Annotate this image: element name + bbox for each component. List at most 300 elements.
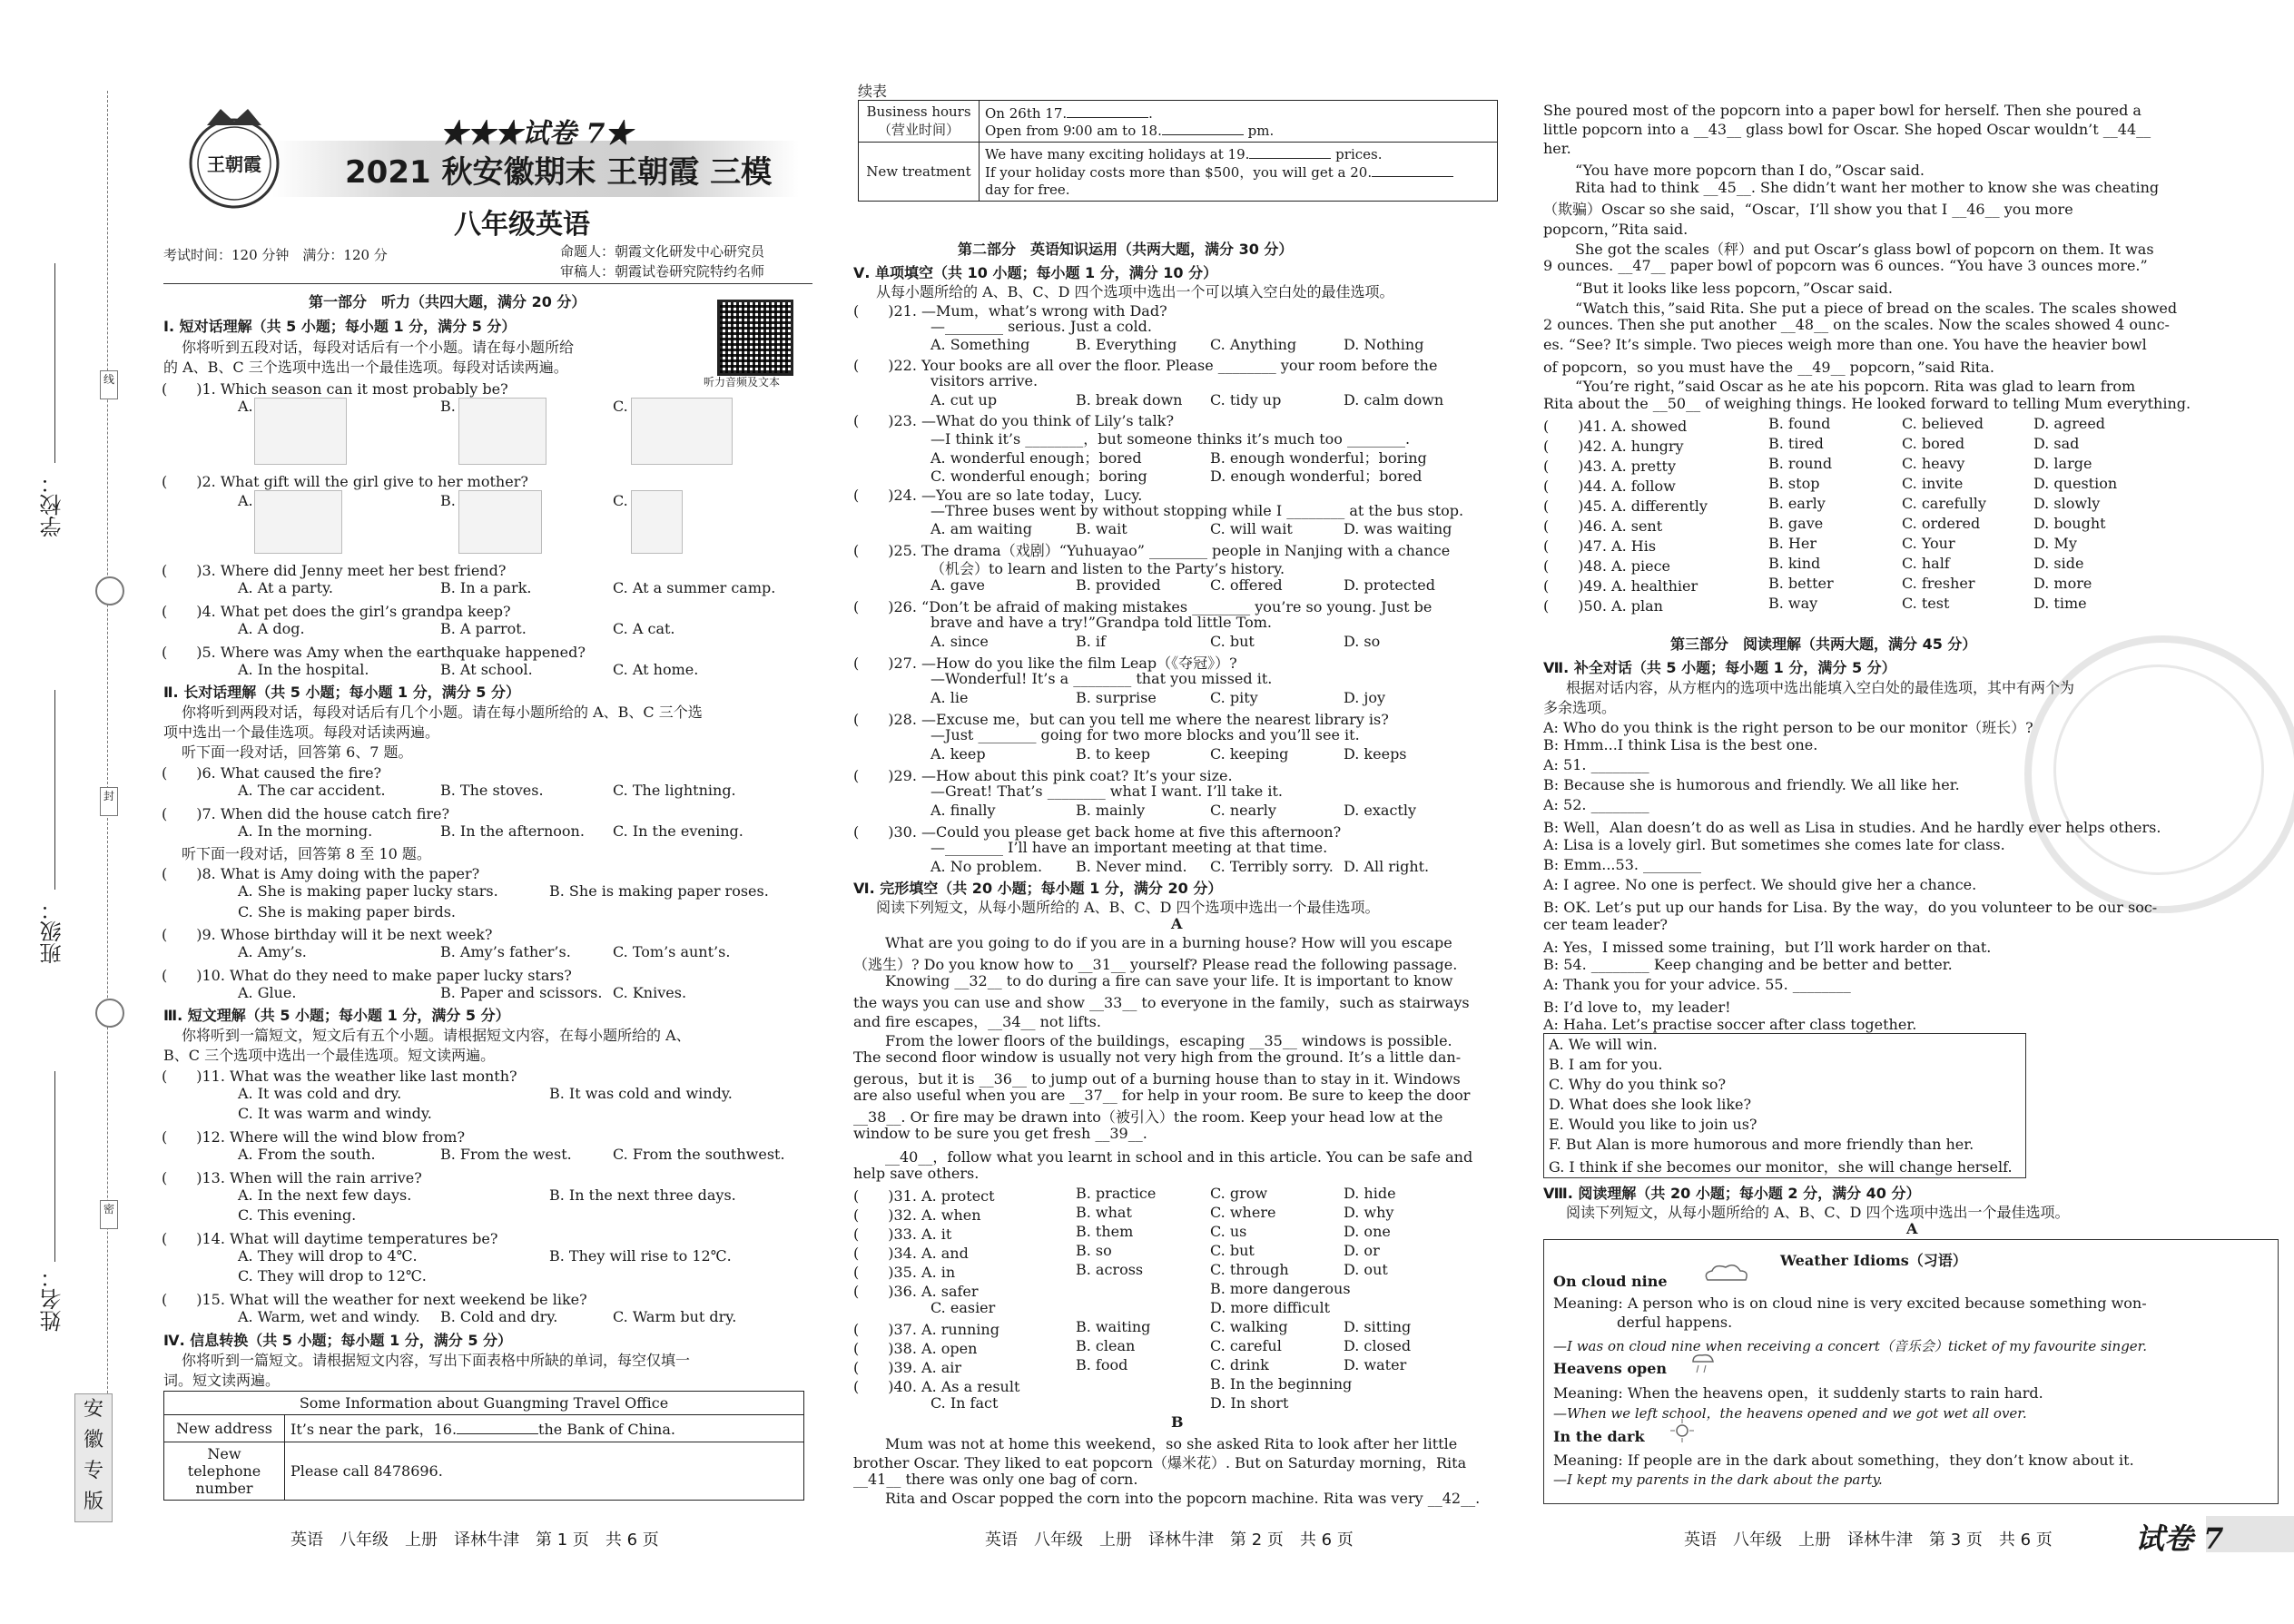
cloze-46: ( )46. A. sent xyxy=(1543,517,1663,535)
question-26: ( )26. “Don’t be afraid of making mistakes ________ you’re so young. Just be xyxy=(853,598,1433,615)
table-cell: New treatment xyxy=(859,143,980,202)
passage-line: 2 ounces. Then she put another __48__ on the scales. Now the scales showed 4 ounc- xyxy=(1543,316,2170,333)
option-a: A. xyxy=(238,398,253,415)
option-c: C. grow xyxy=(1210,1185,1268,1202)
option-c: C. will wait xyxy=(1210,520,1293,537)
idiom-meaning: derful happens. xyxy=(1617,1314,1733,1331)
option-a: A. In the hospital. xyxy=(238,661,369,678)
seal-xian: 线 xyxy=(100,370,118,399)
anhui-char: 版 xyxy=(83,1491,103,1513)
question-15: ( )15. What will the weather for next weekend be like? xyxy=(162,1291,587,1308)
question-29: ( )29. —How about this pink coat? It’s your size. xyxy=(853,767,1233,784)
cloze-45: ( )45. A. differently xyxy=(1543,497,1708,515)
section-5-title: Ⅴ. 单项填空（共 10 小题；每小题 1 分，满分 10 分） xyxy=(853,264,1218,281)
question-27: ( )27. —How do you like the film Leap（《夺冠》）? xyxy=(853,655,1237,672)
dialogue-line: A: Lisa is a lovely girl. But sometimes she comes late for class. xyxy=(1543,836,2005,853)
option-a: A. She is making paper lucky stars. xyxy=(238,882,498,900)
option-b: B. Everything xyxy=(1076,336,1177,353)
option-b: B. The stoves. xyxy=(440,782,544,799)
option-c: C. ordered xyxy=(1902,515,1981,532)
binding-margin xyxy=(0,0,154,1624)
option-item: E. Would you like to join us? xyxy=(1549,1116,1757,1133)
option-c: C. offered xyxy=(1210,576,1283,594)
cloze-42: ( )42. A. hungry xyxy=(1543,438,1684,455)
option-b: B. Paper and scissors. xyxy=(440,984,603,1001)
table-cell xyxy=(980,101,1498,143)
idiom-meaning: Meaning: If people are in the dark about something，they don’t know about it. xyxy=(1553,1452,2134,1469)
passage-line: are also useful when you are __37__ for help in your room. Be sure to keep the door xyxy=(853,1087,1471,1104)
option-c: C. keeping xyxy=(1210,745,1289,763)
page-footer: 英语 八年级 上册 译林牛津 第 1 页 共 6 页 xyxy=(290,1530,659,1550)
cloze-36: ( )36. A. safer xyxy=(853,1283,979,1300)
option-b: B. early xyxy=(1768,495,1826,512)
section-3-desc: B、C 三个选项中选出一个最佳选项。短文读两遍。 xyxy=(163,1047,496,1064)
section-3-title: Ⅲ. 短文理解（共 5 小题；每小题 1 分，满分 5 分） xyxy=(163,1007,510,1024)
option-c: C. carefully xyxy=(1902,495,1986,512)
question-9: ( )9. Whose birthday will it be next week? xyxy=(162,926,493,943)
option-b: B. round xyxy=(1768,455,1833,472)
divider xyxy=(163,283,812,284)
rain-icon xyxy=(1689,1351,1717,1376)
option-c: C. xyxy=(613,492,628,509)
passage-line: of popcorn，so you must have the __49__ popcorn，”said Rita. xyxy=(1543,359,1994,376)
cloze-40: ( )40. A. As a result xyxy=(853,1378,1020,1395)
option-b: B. xyxy=(440,492,456,509)
option-d: D. large xyxy=(2033,455,2092,472)
option-b: B. what xyxy=(1076,1204,1132,1221)
question-24-line: —Three buses went by without stopping while I ________ at the bus stop. xyxy=(930,502,1464,519)
question-7: ( )7. When did the house catch fire? xyxy=(162,805,450,822)
table-cell: Business hours（营业时间） xyxy=(859,101,980,143)
question-22: ( )22. Your books are all over the floor. Please ________ your room before the xyxy=(853,357,1438,374)
cloze-49: ( )49. A. healthier xyxy=(1543,577,1698,595)
blank-16[interactable] xyxy=(457,1421,538,1434)
passage-line: （逃生）? Do you know how to __31__ yourself? Please read the following passage. xyxy=(853,956,1458,973)
idiom-example: —When we left school，the heavens opened and we got wet all over. xyxy=(1553,1405,2027,1422)
table-cell: New telephone number xyxy=(164,1442,285,1501)
exam-title: 2021 秋安徽期末 王朝霞 三模 xyxy=(345,154,773,191)
question-28: ( )28. —Excuse me，but can you tell me where the nearest library is? xyxy=(853,711,1389,728)
option-a: A. am waiting xyxy=(930,520,1032,537)
option-c: C. careful xyxy=(1210,1337,1282,1354)
option-item: G. I think if she becomes our monitor，she will change herself. xyxy=(1549,1158,2013,1176)
info-table-continued xyxy=(858,100,1498,202)
passage-line: What are you going to do if you are in a burning house? How will you escape xyxy=(885,934,1452,951)
dialogue-line: A: Haha. Let’s practise soccer after class together. xyxy=(1543,1016,1917,1033)
dialogue-line: B: Well，Alan doesn’t do as well as Lisa in studies. And he hardly ever helps others. xyxy=(1543,819,2161,836)
option-a: A. They will drop to 4℃. xyxy=(238,1247,418,1265)
passage-line: “You’re right，”said Oscar as he ate his popcorn. Rita was glad to learn from xyxy=(1575,378,2136,395)
passage-line: window to be sure you get fresh __39__. xyxy=(853,1125,1147,1142)
question-3: ( )3. Where did Jenny meet her best friend? xyxy=(162,562,507,579)
option-d: D. calm down xyxy=(1344,391,1444,408)
dialogue-line: A: Who do you think is the right person to be our monitor（班长）? xyxy=(1543,719,2033,736)
cell-text: We have many exciting holidays at 19. xyxy=(985,146,1250,162)
option-c: C. Warm but dry. xyxy=(613,1308,737,1325)
option-c: C. believed xyxy=(1902,415,1984,432)
question-30: ( )30. —Could you please get back home at five this afternoon? xyxy=(853,823,1342,841)
passage-line: Rita had to think __45__. She didn’t want her mother to know she was cheating xyxy=(1575,179,2160,196)
passage-line: “But it looks like less popcorn，”Oscar said. xyxy=(1575,280,1893,297)
school-field[interactable] xyxy=(54,263,55,463)
binding-hole-icon xyxy=(95,999,124,1028)
dialogue-line: cer team leader? xyxy=(1543,916,1668,933)
option-d: D. enough wonderful；bored xyxy=(1210,468,1423,485)
anhui-edition-badge xyxy=(74,1393,113,1522)
cloze-47: ( )47. A. His xyxy=(1543,537,1657,555)
option-b: B. wait xyxy=(1076,520,1127,537)
option-c: C. but xyxy=(1210,633,1255,650)
passage-line: From the lower floors of the buildings，escaping __35__ windows is possible. xyxy=(885,1032,1452,1049)
option-c: C. Anything xyxy=(1210,336,1297,353)
section-1-desc: 你将听到五段对话，每段对话后有一个小题。请在每小题所给 xyxy=(182,339,575,356)
name-field[interactable] xyxy=(54,1071,55,1262)
paper-number-tag: ★★★试卷 7★ xyxy=(440,118,633,150)
idiom-example: —I was on cloud nine when receiving a concert（音乐会）ticket of my favourite singer. xyxy=(1553,1338,2147,1354)
question-30-line: —________ I’ll have an important meeting at that time. xyxy=(930,839,1328,856)
option-c: C. It was warm and windy. xyxy=(238,1105,432,1122)
passage-line: __40__，follow what you learnt in school and in this article. You can be safe and xyxy=(885,1148,1473,1166)
question-24: ( )24. —You are so late today，Lucy. xyxy=(853,487,1143,504)
question-28-line: —Just ________ going for two more blocks and you’ll see it. xyxy=(930,726,1360,743)
cell-text: the Bank of China. xyxy=(538,1421,675,1438)
part-2-title: 第二部分 英语知识运用（共两大题，满分 30 分） xyxy=(958,241,1294,258)
option-b: B. so xyxy=(1076,1242,1112,1259)
cloze-33: ( )33. A. it xyxy=(853,1225,952,1243)
section-1-desc: 的 A、B、C 三个选项中选出一个最佳选项。每段对话读两遍。 xyxy=(163,359,568,376)
option-c: C. From the southwest. xyxy=(613,1146,785,1163)
option-b: B. food xyxy=(1076,1356,1128,1373)
table-cell: Please call 8478696. xyxy=(285,1442,804,1501)
option-b: B. practice xyxy=(1076,1185,1157,1202)
option-b: B. Amy’s father’s. xyxy=(440,943,571,960)
question-12: ( )12. Where will the wind blow from? xyxy=(162,1128,466,1146)
question-13: ( )13. When will the rain arrive? xyxy=(162,1169,422,1186)
option-c: C. Terribly sorry. xyxy=(1210,858,1334,875)
option-b: B. They will rise to 12℃. xyxy=(549,1247,732,1265)
cell-text: pm. xyxy=(1247,122,1275,139)
cell-text: Open from 9∶00 am to 18. xyxy=(985,122,1162,139)
option-d: D. why xyxy=(1344,1204,1394,1221)
autumn-tree-image xyxy=(458,398,546,465)
option-item: A. We will win. xyxy=(1549,1036,1658,1053)
option-d: D. side xyxy=(2033,555,2084,572)
info-table xyxy=(163,1391,804,1501)
passage-line: and fire escapes，__34__ not lifts. xyxy=(853,1013,1101,1030)
option-d: D. one xyxy=(1344,1223,1391,1240)
option-a: A. From the south. xyxy=(238,1146,376,1163)
cell-line xyxy=(985,162,1492,182)
cloze-37: ( )37. A. running xyxy=(853,1321,999,1338)
cell-text: If your holiday costs more than $500，you will get a 20. xyxy=(985,164,1373,181)
option-c: C. easier xyxy=(930,1299,996,1316)
option-a: A. The car accident. xyxy=(238,782,386,799)
page-footer: 英语 八年级 上册 译林牛津 第 3 页 共 6 页 xyxy=(1684,1530,2053,1550)
cell-line xyxy=(985,122,1492,139)
cloud-icon xyxy=(1698,1262,1753,1285)
passage-line: “Watch this，”said Rita. She put a piece of bread on the scales. The scales showed xyxy=(1575,300,2178,317)
option-c: C. but xyxy=(1210,1242,1255,1259)
question-2: ( )2. What gift will the girl give to her mother? xyxy=(162,473,528,490)
option-d: D. bought xyxy=(2033,515,2106,532)
option-d: D. closed xyxy=(1344,1337,1412,1354)
question-21: ( )21. —Mum，what’s wrong with Dad? xyxy=(853,302,1167,320)
cell-line: On 26th 17. . xyxy=(985,104,1153,122)
passage-line: The second floor window is usually not very high from the ground. It’s a little dan- xyxy=(853,1048,1462,1066)
blank-18[interactable] xyxy=(1162,122,1244,135)
option-d: D. sad xyxy=(2033,435,2080,452)
option-d: D. agreed xyxy=(2033,415,2106,432)
option-d: D. slowly xyxy=(2033,495,2101,512)
option-a: A. lie xyxy=(930,689,969,706)
option-b: B. clean xyxy=(1076,1337,1136,1354)
option-d: D. In short xyxy=(1210,1394,1289,1412)
qr-caption: 听力音频及文本 xyxy=(704,376,781,389)
passage-line: Mum was not at home this weekend，so she asked Rita to look after her little xyxy=(885,1435,1458,1452)
passage-line: Rita and Oscar popped the corn into the popcorn machine. Rita was very __42__. xyxy=(885,1490,1481,1507)
option-a: A. It was cold and dry. xyxy=(238,1085,402,1102)
passage-line: （欺骗）Oscar so she said，“Oscar，I’ll show you that I __46__ you more xyxy=(1543,201,2073,218)
option-c: C. She is making paper birds. xyxy=(238,903,457,920)
cell-text: On 26th 17. xyxy=(985,104,1068,122)
dialogue-line: B: OK. Let’s put up our hands for Lisa. By the way，do you volunteer to be our soc- xyxy=(1543,899,2158,916)
dialogue-line: A: Thank you for your advice. 55. ________ xyxy=(1543,976,1851,993)
option-a: A. since xyxy=(930,633,989,650)
question-27-line: —Wonderful! It’s a ________ that you missed it. xyxy=(930,670,1273,687)
name-label: 姓名： xyxy=(40,1266,65,1332)
dialogue-line: A: I agree. No one is perfect. We should give her a chance. xyxy=(1543,876,1977,893)
question-23-line: —I think it’s ________，but someone thinks it’s much too ________. xyxy=(930,430,1411,448)
passage-line: __38__. Or fire may be drawn into（被引入）the room. Keep your head low at the xyxy=(853,1108,1443,1126)
option-c: C. wonderful enough；boring xyxy=(930,468,1147,485)
option-d: D. water xyxy=(1344,1356,1407,1373)
seal-mi: 密 xyxy=(100,1200,118,1229)
question-26-line: brave and have a try!”Grandpa told little Tom. xyxy=(930,614,1272,631)
option-b: B. provided xyxy=(1076,576,1161,594)
question-10: ( )10. What do they need to make paper lucky stars? xyxy=(162,967,572,984)
anhui-char: 专 xyxy=(83,1460,103,1482)
cloze-31: ( )31. A. protect xyxy=(853,1187,995,1205)
table-cell xyxy=(980,143,1498,202)
cell-line: day for free. xyxy=(985,182,1070,198)
option-d: D. question xyxy=(2033,475,2118,492)
question-25-line: （机会）to learn and listen to the Party’s history. xyxy=(930,560,1285,577)
option-b: B. kind xyxy=(1768,555,1821,572)
option-d: D. joy xyxy=(1344,689,1386,706)
section-2-desc: 你将听到两段对话，每段对话后有几个小题。请在每小题所给的 A、B、C 三个选 xyxy=(182,704,703,721)
passage-label-a: A xyxy=(1171,915,1183,932)
sun-icon xyxy=(1669,1418,1695,1443)
option-a: A. wonderful enough；bored xyxy=(930,449,1142,467)
section-2-desc: 听下面一段对话，回答第 8 至 10 题。 xyxy=(182,845,431,862)
exam-time: 考试时间：120 分钟 满分：120 分 xyxy=(163,247,388,263)
section-8-desc: 阅读下列短文，从每小题所给的 A、B、C、D 四个选项中选出一个最佳选项。 xyxy=(1566,1204,2070,1221)
option-c: C. fresher xyxy=(1902,575,1975,592)
option-c: C. walking xyxy=(1210,1318,1288,1335)
options-box xyxy=(1543,1033,2026,1178)
option-c: C. The lightning. xyxy=(613,782,736,799)
winter-house-image xyxy=(254,398,347,465)
idiom-meaning: Meaning: A person who is on cloud nine is very excited because something won- xyxy=(1553,1294,2147,1312)
table-cell: New address xyxy=(164,1415,285,1442)
passage-line: She poured most of the popcorn into a paper bowl for herself. Then she poured a xyxy=(1543,102,2141,119)
option-a: A. No problem. xyxy=(930,858,1043,875)
option-a: A. A dog. xyxy=(238,620,305,637)
option-a: A. Something xyxy=(930,336,1030,353)
idiom-example: —I kept my parents in the dark about the party. xyxy=(1553,1471,1883,1488)
option-b: B. In the afternoon. xyxy=(440,822,585,840)
section-2-title: Ⅱ. 长对话理解（共 5 小题；每小题 1 分，满分 5 分） xyxy=(163,684,521,701)
question-5: ( )5. Where was Amy when the earthquake happened? xyxy=(162,644,586,661)
option-c: C. where xyxy=(1210,1204,1276,1221)
question-11: ( )11. What was the weather like last month? xyxy=(162,1068,517,1085)
option-c: C. At a summer camp. xyxy=(613,579,776,596)
option-c: C. At home. xyxy=(613,661,699,678)
question-25: ( )25. The drama（戏剧）“Yuhuayao” ________ people in Nanjing with a chance xyxy=(853,542,1451,559)
option-a: A. At a party. xyxy=(238,579,333,596)
option-b: B. In a park. xyxy=(440,579,532,596)
qr-code-icon[interactable] xyxy=(717,300,793,376)
cloze-44: ( )44. A. follow xyxy=(1543,477,1676,495)
passage-line: gerous，but it is __36__ to jump out of a burning house than to stay in it. Windows xyxy=(853,1070,1461,1088)
option-b: B. Cold and dry. xyxy=(440,1308,558,1325)
part-3-title: 第三部分 阅读理解（共两大题，满分 45 分） xyxy=(1670,635,1977,653)
option-b: B. way xyxy=(1768,595,1818,612)
dialogue-line: B: Hmm...I think Lisa is the best one. xyxy=(1543,736,1818,753)
dialogue-line: B: Emm...53. ________ xyxy=(1543,856,1702,873)
option-a: A. gave xyxy=(930,576,986,594)
question-22-line: visitors arrive. xyxy=(930,372,1039,389)
option-b: B. better xyxy=(1768,575,1834,592)
section-6-desc: 阅读下列短文，从每小题所给的 A、B、C、D 四个选项中选出一个最佳选项。 xyxy=(876,899,1380,916)
blank-19[interactable] xyxy=(1249,145,1331,159)
passage-line: Knowing __32__ to do during a fire can save your life. It is important to know xyxy=(885,972,1453,989)
blank-20[interactable] xyxy=(1372,163,1453,177)
blank-17[interactable] xyxy=(1067,104,1148,118)
passage-label-a: A xyxy=(1906,1220,1918,1237)
option-d: D. more xyxy=(2033,575,2092,592)
option-c: C. invite xyxy=(1902,475,1964,492)
dialogue-line: A: 52. ________ xyxy=(1543,796,1649,813)
section-5-desc: 从每小题所给的 A、B、C、D 四个选项中选出一个可以填入空白处的最佳选项。 xyxy=(876,283,1394,300)
cloze-48: ( )48. A. piece xyxy=(1543,557,1671,575)
option-b: B. them xyxy=(1076,1223,1134,1240)
option-a: A. Amy’s. xyxy=(238,943,307,960)
option-a: A. xyxy=(238,492,253,509)
class-label: 班级： xyxy=(40,899,65,964)
page-footer: 英语 八年级 上册 译林牛津 第 2 页 共 6 页 xyxy=(985,1530,1354,1550)
option-a: A. finally xyxy=(930,802,996,819)
option-c: C. us xyxy=(1210,1223,1247,1240)
author-1: 命题人：朝霞文化研发中心研究员 xyxy=(560,243,765,260)
anhui-char: 安 xyxy=(83,1398,103,1421)
section-7-desc: 多余选项。 xyxy=(1543,699,1617,716)
table-title: Some Information about Guangming Travel Office xyxy=(164,1392,804,1415)
section-4-title: Ⅳ. 信息转换（共 5 小题；每小题 1 分，满分 5 分） xyxy=(163,1332,513,1349)
option-b: B. across xyxy=(1076,1261,1144,1278)
option-c: C. test xyxy=(1902,595,1950,612)
passage-label-b: B xyxy=(1171,1413,1184,1431)
section-4-desc: 你将听到一篇短文。请根据短文内容，写出下面表格中所缺的单词，每空仅填一 xyxy=(182,1352,691,1369)
section-3-desc: 你将听到一篇短文，短文后有五个小题。请根据短文内容，在每小题所给的 A、 xyxy=(182,1027,691,1044)
anhui-char: 徽 xyxy=(83,1429,103,1452)
flowers-image xyxy=(631,490,683,554)
option-d: D. My xyxy=(2033,535,2077,552)
dialogue-line: A: Yes，I missed some training，but I’ll work harder on that. xyxy=(1543,939,1992,956)
option-b: B. She is making paper roses. xyxy=(549,882,769,900)
passage-line: little popcorn into a __43__ glass bowl for Oscar. She hoped Oscar wouldn’t __44__ xyxy=(1543,121,2151,138)
option-b: B. stop xyxy=(1768,475,1820,492)
option-d: D. time xyxy=(2033,595,2087,612)
option-c: C. Knives. xyxy=(613,984,687,1001)
option-c: C. nearly xyxy=(1210,802,1276,819)
option-d: D. keeps xyxy=(1344,745,1407,763)
option-b: B. more dangerous xyxy=(1210,1280,1351,1297)
idiom-name: In the dark xyxy=(1553,1428,1645,1445)
cloze-41: ( )41. A. showed xyxy=(1543,418,1688,435)
option-d: D. sitting xyxy=(1344,1318,1412,1335)
passage-line: es. “See? It’s simple. Two pieces weigh more than one. You have the heavier bowl xyxy=(1543,336,2147,353)
option-c: C. heavy xyxy=(1902,455,1965,472)
cloze-32: ( )32. A. when xyxy=(853,1206,981,1224)
option-c: C. tidy up xyxy=(1210,391,1282,408)
pen-image xyxy=(458,490,542,554)
option-d: D. so xyxy=(1344,633,1381,650)
section-7-desc: 根据对话内容，从方框内的选项中选出能填入空白处的最佳选项，其中有两个为 xyxy=(1566,679,2075,696)
cloze-43: ( )43. A. pretty xyxy=(1543,458,1677,475)
option-a: A. In the next few days. xyxy=(238,1186,412,1204)
option-b: B. xyxy=(440,398,456,415)
cloze-38: ( )38. A. open xyxy=(853,1340,978,1357)
passage-line: __41__ there was only one bag of corn. xyxy=(853,1471,1138,1488)
option-b: B. From the west. xyxy=(440,1146,572,1163)
idiom-name: Heavens open xyxy=(1553,1360,1668,1377)
passage-line: her. xyxy=(1543,140,1571,157)
summer-scene-image xyxy=(631,398,733,465)
question-1: ( )1. Which season can it most probably be? xyxy=(162,380,508,398)
binding-hole-icon xyxy=(95,576,124,605)
question-21-line: —________ serious. Just a cold. xyxy=(930,318,1152,335)
school-label: 学校： xyxy=(40,472,65,537)
option-c: C. Tom’s aunt’s. xyxy=(613,943,731,960)
watermark-stamp-inner xyxy=(2053,664,2264,875)
class-field[interactable] xyxy=(54,690,55,890)
cloze-35: ( )35. A. in xyxy=(853,1264,956,1281)
option-c: C. through xyxy=(1210,1261,1289,1278)
option-c: C. This evening. xyxy=(238,1206,357,1224)
option-a: A. cut up xyxy=(930,391,998,408)
dialogue-line: B: I’d love to，my leader! xyxy=(1543,999,1731,1016)
dialogue-line: A: 51. ________ xyxy=(1543,756,1649,773)
passage-line: She got the scales（秤）and put Oscar’s glass bowl of popcorn on them. It was xyxy=(1575,241,2154,258)
question-4: ( )4. What pet does the girl’s grandpa keep? xyxy=(162,603,511,620)
option-c: C. bored xyxy=(1902,435,1965,452)
option-b: B. to keep xyxy=(1076,745,1150,763)
option-d: D. hide xyxy=(1344,1185,1396,1202)
question-23: ( )23. —What do you think of Lily’s talk? xyxy=(853,412,1175,429)
section-1-title: Ⅰ. 短对话理解（共 5 小题；每小题 1 分，满分 5 分） xyxy=(163,318,517,335)
option-c: C. They will drop to 12℃. xyxy=(238,1267,427,1284)
option-d: D. protected xyxy=(1344,576,1435,594)
question-6: ( )6. What caused the fire? xyxy=(162,764,382,782)
section-6-title: Ⅵ. 完形填空（共 20 小题；每小题 1 分，满分 20 分） xyxy=(853,880,1223,897)
cake-image xyxy=(254,490,342,554)
wangzhaoxia-logo xyxy=(180,98,289,225)
option-b: B. tired xyxy=(1768,435,1824,452)
option-item: B. I am for you. xyxy=(1549,1056,1663,1073)
cell-text: prices. xyxy=(1335,146,1383,162)
option-b: B. It was cold and windy. xyxy=(549,1085,733,1102)
